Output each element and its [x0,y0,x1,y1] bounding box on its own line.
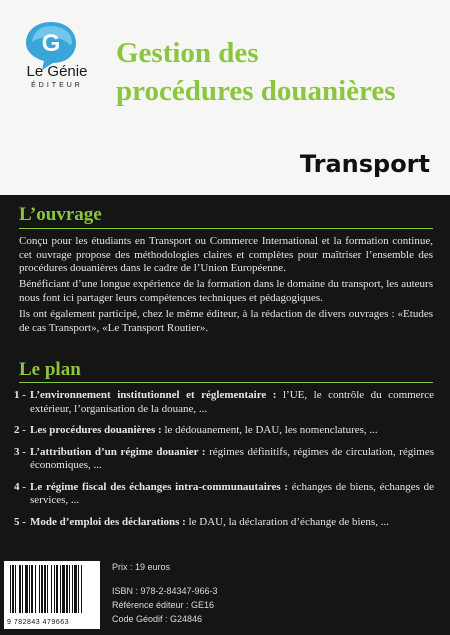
plan-item-text: régimes définitifs, régimes de circulation, régimes économiques, ... [30,445,434,471]
publisher-reference: Référence éditeur : GE16 [112,600,215,610]
plan-item [14,481,434,508]
price: Prix : 19 euros [112,562,171,572]
series-name: Transport [299,150,430,178]
publisher-name: Le Génie [26,63,88,80]
plan-item-title: L’environnement institutionnel et réglementaire : [30,389,277,401]
plan-item-title: L’attribution d’un régime douanier : [30,445,206,458]
ouvrage-heading: L’ouvrage [19,204,102,225]
plan-item [14,424,434,438]
logo-letter: G [41,30,61,57]
ouvrage-paragraph-3: Ils ont également participé, chez le même éditeur, à la rédaction de divers ouvrages : «Etudes de cas Transport», «Le Transport Routier». [19,308,433,334]
plan-list [14,389,434,537]
plan-item [14,389,434,416]
plan-item-number: 2 - [14,424,26,436]
book-title [116,34,446,110]
geodif-code: Code Géodif : G24846 [112,614,203,624]
plan-item-text: l’UE, le contrôle du commerce extérieur, l’organisation de la douane, ... [30,389,434,415]
plan-item-number: 4 - [14,480,26,493]
plan-item-number: 1 - [14,389,26,401]
plan-item-number: 3 - [14,445,26,458]
plan-item [14,516,434,530]
plan-rule [19,382,433,383]
plan-heading: Le plan [19,359,81,380]
plan-item-title: Le régime fiscal des échanges intra-communautaires : [30,480,289,493]
plan-item-title: Les procédures douanières : [30,424,162,436]
barcode-number: 9 782843 479663 [7,619,69,626]
barcode-bars [4,561,100,617]
ouvrage-rule [19,228,433,229]
plan-item-text: le DAU, la déclaration d’échange de biens, ... [185,515,389,528]
publisher-subtitle: ÉDITEUR [31,82,83,89]
ouvrage-paragraph-2: Bénéficiant d’une longue expérience de la formation dans le domaine du transport, les auteurs nous font ici partager leurs compétences techniques et pédagogiques. [19,278,433,304]
plan-item-text: le dédouanement, le DAU, les nomenclatures, ... [161,424,378,436]
header-band [0,0,450,195]
plan-item-text: échanges de biens, échanges de services, ... [30,480,435,506]
plan-item-title: Mode d’emploi des déclarations : [30,515,186,528]
plan-item-number: 5 - [14,515,26,528]
book-title-line-1: Gestion des [116,37,259,69]
book-title-line-2: procédures douanières [116,75,396,107]
ouvrage-paragraph-1: Conçu pour les étudiants en Transport ou Commerce International et la formation continue, cet ouvrage propose des méthodologies claires et complètes pour maîtriser l’ensemble des procédures douanières dans le cadre de l’Union Européenne. [19,235,433,274]
plan-item [14,446,434,473]
isbn: ISBN : 978-2-84347-966-3 [112,586,218,596]
